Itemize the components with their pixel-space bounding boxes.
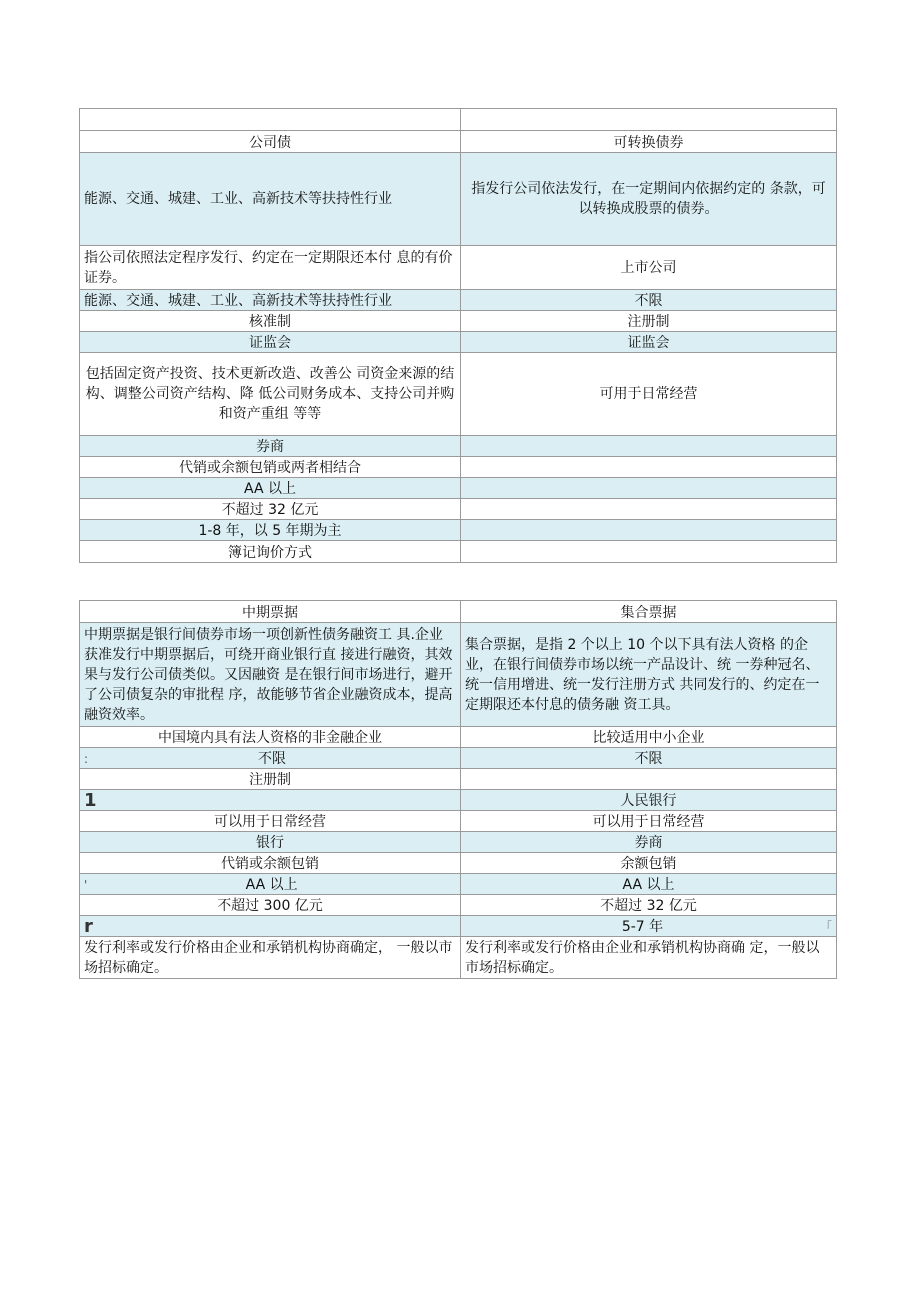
table-cell-right [461,332,837,353]
table-cell-left [80,499,461,520]
table-cell-left [80,748,461,769]
table-row [80,916,837,937]
table-cell-left [80,895,461,916]
cell-text: 不超过 300 亿元 [217,898,323,914]
cell-text: 1-8 年，以 5 年期为主 [198,523,342,539]
cell-text: 指发行公司依法发行，在一定期间内依据约定的 条款，可以转换成股票的债券。 [471,181,826,217]
table-row [80,353,837,436]
table-cell-left [80,457,461,478]
cell-text: 发行利率或发行价格由企业和承销机构协商确 定，一般以市场招标确定。 [465,939,820,976]
cell-text: 中国境内具有法人资格的非金融企业 [158,730,382,746]
cell-text: 发行利率或发行价格由企业和承销机构协商确定， 一般以市场招标确定。 [84,939,453,976]
table-cell-right [461,874,837,895]
table-cell-right [461,916,837,937]
table-row [80,769,837,790]
table-cell-left [80,246,461,290]
cell-text: 可转换债券 [613,135,684,151]
table-cell-right [461,436,837,457]
cell-text: 可以用于日常经营 [214,814,326,830]
cell-text: 集合票据 [620,605,677,621]
table-cell-left [80,769,461,790]
cell-text: 证监会 [627,335,670,351]
table-cell-right [461,290,837,311]
table-row [80,874,837,895]
table-cell-left [80,131,461,153]
table-cell-right [461,895,837,916]
table-cell-left [80,790,461,811]
cell-text: 能源、交通、城建、工业、高新技术等扶持性行业 [84,293,392,309]
cell-text: 不限 [634,751,663,767]
cell-text: 证监会 [249,335,291,351]
table-row [80,727,837,748]
table-cell-left [80,853,461,874]
table-row [80,811,837,832]
cell-text: 5-7 年 [621,919,664,935]
scan-artifact-mark: ' [84,878,88,892]
table-cell-right [461,131,837,153]
table-cell-left [80,109,461,131]
table-row [80,601,837,623]
cell-text: 可用于日常经营 [599,386,698,402]
cell-text: 代销或余额包销 [221,856,319,872]
table-cell-left [80,727,461,748]
table-cell-left [80,916,461,937]
table-row [80,436,837,457]
cell-text: 上市公司 [620,259,677,276]
table-cell-right [461,457,837,478]
table-cell-right [461,937,837,979]
cell-text: 银行 [256,835,284,851]
table-row [80,457,837,478]
table-cell-right [461,246,837,290]
table-cell-left [80,832,461,853]
table-cell-left [80,520,461,541]
cell-text: AA 以上 [622,877,675,893]
table-cell-left [80,811,461,832]
table-row [80,937,837,979]
table-row [80,153,837,246]
table-cell-right [461,769,837,790]
table-row [80,853,837,874]
table-row [80,541,837,563]
table-cell-left [80,601,461,623]
table-row [80,895,837,916]
table-row [80,748,837,769]
cell-text: AA 以上 [244,481,296,497]
table-cell-right [461,790,837,811]
table-cell-right [461,153,837,246]
scan-artifact-mark: 1 [84,790,97,811]
table-row [80,109,837,131]
table-cell-left [80,311,461,332]
table-cell-left [80,290,461,311]
cell-text: 能源、交通、城建、工业、高新技术等扶持性行业 [84,191,392,207]
table-row [80,478,837,499]
cell-text: 核准制 [249,314,291,330]
table-cell-left [80,353,461,436]
cell-text: 包括固定资产投资、技术更新改造、改善公 司资金来源的结构、调整公司资产结构、降 低公司财务成本、支持公司并购和资产重组 等等 [85,366,455,422]
cell-text: 券商 [634,835,663,851]
table-row [80,290,837,311]
cell-text: 人民银行 [620,793,677,809]
cell-text: 余额包销 [620,856,677,872]
cell-text: 不超过 32 亿元 [600,898,697,914]
table-cell-right [461,109,837,131]
table-cell-left [80,623,461,727]
table-cell-right [461,853,837,874]
table-cell-left [80,436,461,457]
cell-text: 中期票据是银行间债券市场一项创新性债务融资工 具.企业获准发行中期票据后，可绕开商业银行直 接进行融资，其效果与发行公司债类似。又因融资 是在银行间市场进行，避开了公司债复杂的审批程 序，故能够节省企业融资成本，提高融资效率。 [84,626,453,723]
cell-text: 不超过 32 亿元 [221,502,319,518]
table-cell-right [461,541,837,563]
table-row [80,246,837,290]
table-cell-right [461,832,837,853]
table-cell-right [461,727,837,748]
table-cell-right [461,311,837,332]
table-row [80,623,837,727]
cell-text: 代销或余额包销或两者相结合 [179,460,361,476]
table-row [80,332,837,353]
table-row [80,311,837,332]
scan-artifact-mark: r [84,916,93,937]
table-row [80,520,837,541]
table-cell-left [80,478,461,499]
cell-text: 中期票据 [242,605,298,621]
cell-text: 指公司依照法定程序发行、约定在一定期限还本付 息的有价证券。 [84,249,453,286]
table-1-body [80,109,837,563]
cell-text: AA 以上 [245,877,298,893]
table-cell-right [461,520,837,541]
table-cell-right [461,499,837,520]
bond-comparison-table-2 [79,600,837,979]
cell-text: 注册制 [627,314,670,330]
table-cell-right [461,601,837,623]
table-cell-right [461,353,837,436]
cell-text: 簿记询价方式 [228,545,312,561]
scan-artifact-mark: 「 [819,920,832,934]
bond-comparison-table-1 [79,108,837,563]
cell-text: 注册制 [249,772,291,788]
table-row [80,832,837,853]
cell-text: 券商 [256,439,284,455]
table-cell-left [80,874,461,895]
table-cell-right [461,811,837,832]
table-row [80,131,837,153]
table-row [80,499,837,520]
cell-text: 集合票据，是指 2 个以上 10 个以下具有法人资格 的企业，在银行间债券市场以统一产品设计、统 一券种冠名、统一信用增进、统一发行注册方式 共同发行的、约定在一定期限还本付息的债务融 资工具。 [465,636,820,713]
cell-text: 公司债 [249,135,291,151]
table-row [80,790,837,811]
cell-text: 不限 [258,751,287,767]
scan-artifact-mark: : [84,752,89,766]
table-cell-left [80,332,461,353]
table-cell-left [80,937,461,979]
table-cell-left [80,153,461,246]
table-cell-right [461,623,837,727]
table-cell-left [80,541,461,563]
cell-text: 比较适用中小企业 [592,730,705,746]
table-cell-right [461,748,837,769]
cell-text: 不限 [634,293,663,309]
table-cell-right [461,478,837,499]
cell-text: 可以用于日常经营 [592,814,705,830]
table-2-body [80,601,837,979]
